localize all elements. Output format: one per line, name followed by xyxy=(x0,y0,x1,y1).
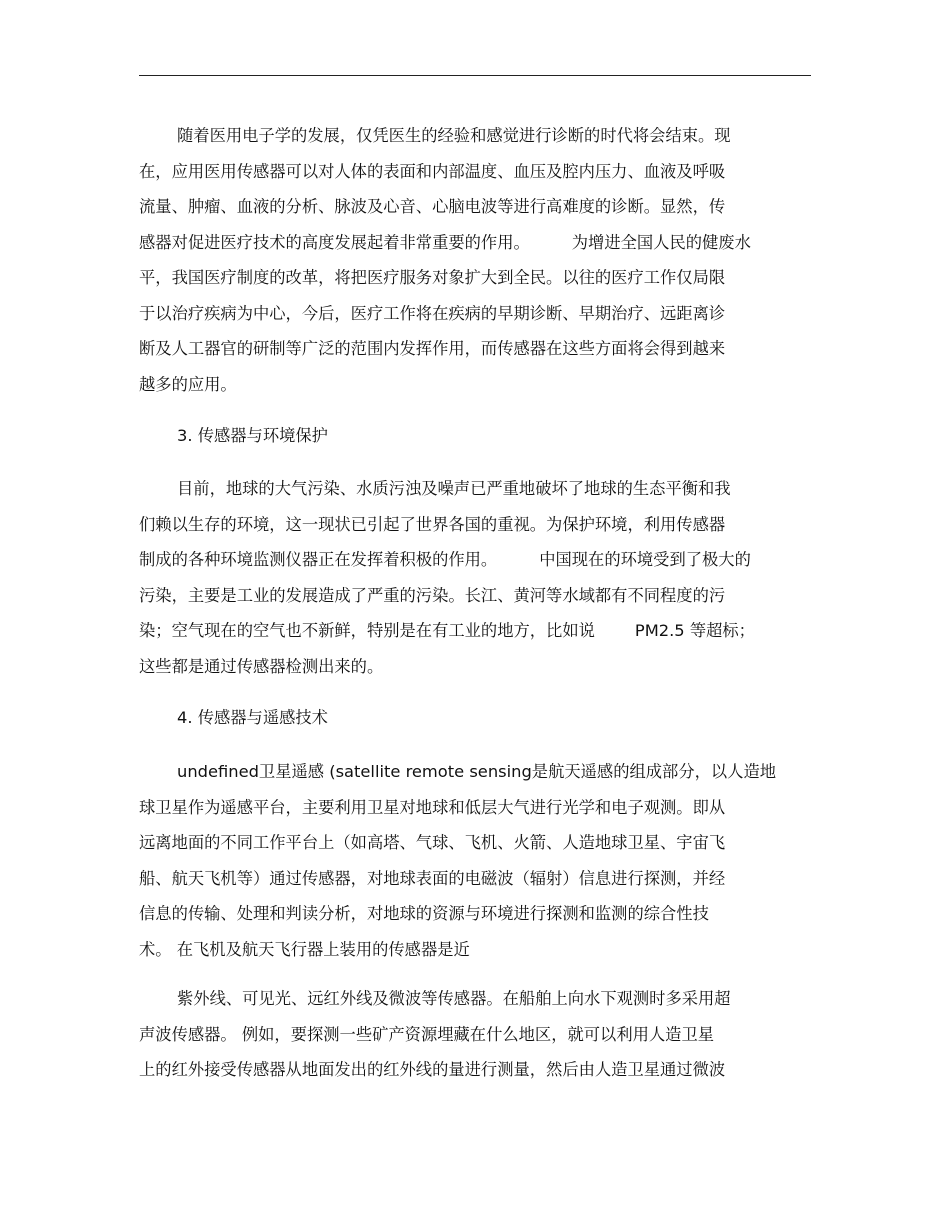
text-line-split xyxy=(139,225,779,261)
text-segment: 染；空气现在的空气也不新鲜，特别是在有工业的地方，比如说 xyxy=(139,621,595,640)
text-line-split xyxy=(139,542,779,578)
text-line: 球卫星作为遥感平台，主要利用卫星对地球和低层大气进行光学和电子观测。即从 xyxy=(139,797,726,817)
text-line: 远离地面的不同工作平台上（如高塔、气球、飞机、火箭、人造地球卫星、宇宙飞 xyxy=(139,833,726,852)
section-heading-4 xyxy=(139,700,779,736)
paragraph-environment xyxy=(139,471,779,684)
heading-text: 4. 传感器与遥感技术 xyxy=(177,708,328,727)
header-rule xyxy=(139,75,811,76)
text-line: 信息的传输、处理和判读分析，对地球的资源与环境进行探测和监测的综合性技 xyxy=(139,904,709,923)
text-line: 在，应用医用传感器可以对人体的表面和内部温度、血压及腔内压力、血液及呼吸 xyxy=(139,161,726,181)
section-heading-3 xyxy=(139,418,779,454)
text-line: 这些都是通过传感器检测出来的。 xyxy=(139,656,384,676)
text-line: 断及人工器官的研制等广泛的范围内发挥作用，而传感器在这些方面将会得到越来 xyxy=(139,339,726,358)
text-segment: PM2.5 等超标； xyxy=(634,621,755,640)
text-line: 们赖以生存的环境，这一现状已引起了世界各国的重视。为保护环境，利用传感器 xyxy=(139,514,726,534)
text-line: 紫外线、可见光、远红外线及微波等传感器。在船舶上向水下观测时多采用超 xyxy=(177,989,731,1008)
text-line: 声波传感器。 例如，要探测一些矿产资源埋藏在什么地区，就可以利用人造卫星 xyxy=(139,1024,715,1044)
text-line: 船、航天飞机等）通过传感器，对地球表面的电磁波（辐射）信息进行探测，并经 xyxy=(139,868,726,888)
text-segment: 为增进全国人民的健废水 xyxy=(571,232,751,252)
text-line-split xyxy=(139,613,779,649)
text-line: 平，我国医疗制度的改革，将把医疗服务对象扩大到全民。以往的医疗工作仅局限 xyxy=(139,268,726,287)
paragraph-sensors xyxy=(139,981,779,1088)
text-segment: 感器对促进医疗技术的高度发展起着非常重要的作用。 xyxy=(139,232,530,252)
text-segment: 中国现在的环境受到了极大的 xyxy=(539,550,751,569)
text-line: undefined卫星遥感 (satellite remote sensing是航天遥感的组成部分，以人造地 xyxy=(177,762,777,781)
text-line: 流量、肿瘤、血液的分析、脉波及心音、心脑电波等进行高难度的诊断。显然，传 xyxy=(139,197,726,216)
text-line: 于以治疗疾病为中心，今后，医疗工作将在疾病的早期诊断、早期治疗、远距离诊 xyxy=(139,303,726,323)
text-line: 污染，主要是工业的发展造成了严重的污染。长江、黄河等水域都有不同程度的污 xyxy=(139,585,726,605)
text-line: 随着医用电子学的发展，仅凭医生的经验和感觉进行诊断的时代将会结束。现 xyxy=(177,126,731,145)
text-line: 越多的应用。 xyxy=(139,374,237,394)
text-line: 目前，地球的大气污染、水质污浊及噪声已严重地破坏了地球的生态平衡和我 xyxy=(177,479,731,498)
text-segment: 制成的各种环境监测仪器正在发挥着积极的作用。 xyxy=(139,550,498,569)
heading-text: 3. 传感器与环境保护 xyxy=(177,426,328,445)
paragraph-remote-sensing xyxy=(139,754,779,967)
text-line: 术。 在飞机及航天飞行器上装用的传感器是近 xyxy=(139,939,470,959)
paragraph-medical xyxy=(139,118,779,402)
text-line: 上的红外接受传感器从地面发出的红外线的量进行测量，然后由人造卫星通过微波 xyxy=(139,1060,726,1079)
